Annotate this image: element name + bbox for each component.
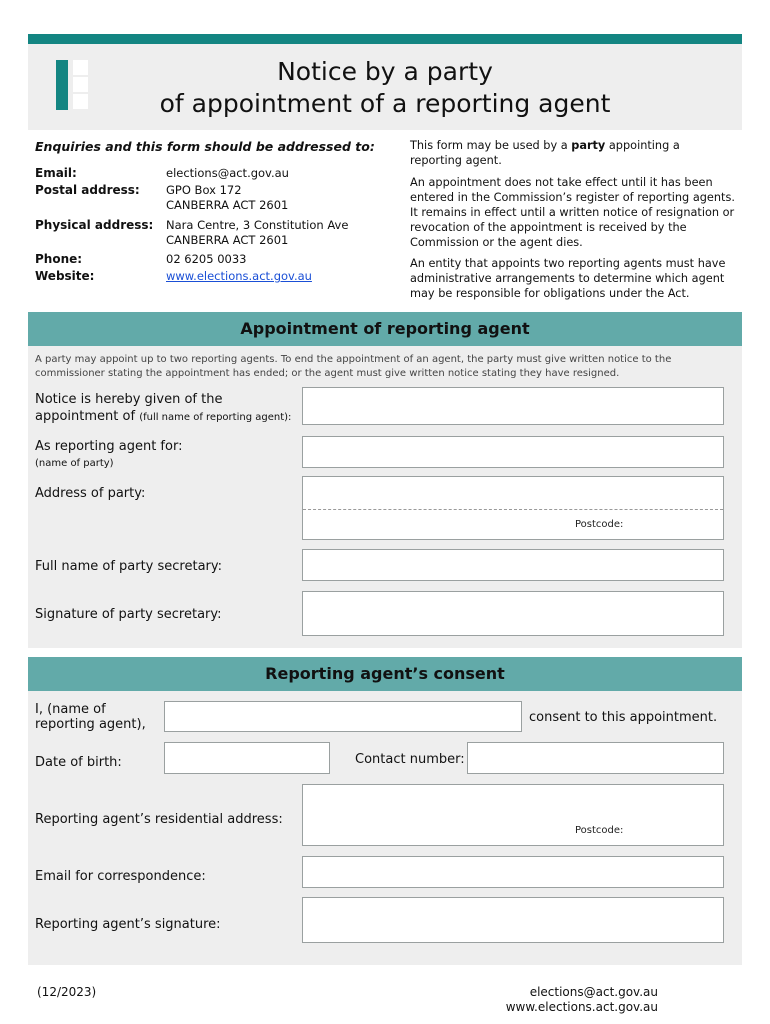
info-paragraph-1: This form may be used by a party appointing a reporting agent. xyxy=(410,139,680,167)
agent-signature-label: Reporting agent’s signature: xyxy=(35,917,221,932)
correspondence-email-label: Email for correspondence: xyxy=(35,869,206,884)
secretary-signature-field[interactable] xyxy=(302,591,724,636)
secretary-name-field[interactable] xyxy=(302,549,724,581)
email-label: Email: xyxy=(35,166,77,180)
footer-contact xyxy=(470,985,658,1015)
info-paragraph-3: An entity that appoints two reporting agents must have administrative arrangements to determine which agent may be responsible for obligations under the Act. xyxy=(410,257,726,300)
page-title xyxy=(28,56,742,120)
email-value: elections@act.gov.au xyxy=(166,166,289,180)
postal-label: Postal address: xyxy=(35,183,140,197)
title-line-1: Notice by a party xyxy=(277,57,493,86)
form-version-date: (12/2023) xyxy=(37,985,97,999)
residential-postcode-label: Postcode: xyxy=(575,825,624,836)
dob-field[interactable] xyxy=(164,742,330,774)
website-link[interactable]: www.elections.act.gov.au xyxy=(166,269,312,283)
contact-number-label: Contact number: xyxy=(355,752,465,767)
agent-full-name-field[interactable] xyxy=(302,387,724,425)
postal-line-1: GPO Box 172 xyxy=(166,183,242,197)
appointment-section-header xyxy=(28,312,742,346)
top-accent-bar xyxy=(28,34,742,44)
party-address-label: Address of party: xyxy=(35,486,146,501)
header-banner xyxy=(28,44,742,130)
title-line-2: of appointment of a reporting agent xyxy=(159,89,611,118)
party-name-field[interactable] xyxy=(302,436,724,468)
dob-label: Date of birth: xyxy=(35,755,122,770)
info-paragraph-2: An appointment does not take effect until it has been entered in the Commission’s register of reporting agents. It remains in effect until a written notice of resignation or revocation of the appointment is received by the Commission or the agent dies. xyxy=(410,176,735,249)
website-label: Website: xyxy=(35,269,95,283)
agent-name-label: I, (name of reporting agent), xyxy=(35,702,146,732)
enquiries-heading: Enquiries and this form should be addressed to: xyxy=(35,139,375,154)
phone-value: 02 6205 0033 xyxy=(166,252,247,266)
consent-section-header xyxy=(28,657,742,691)
postal-line-2: CANBERRA ACT 2601 xyxy=(166,198,289,212)
agent-name-field[interactable] xyxy=(164,701,522,732)
secretary-signature-label: Signature of party secretary: xyxy=(35,607,222,622)
residential-address-field[interactable] xyxy=(302,784,724,846)
notice-label: Notice is hereby given of the appointment of (full name of reporting agent): xyxy=(35,392,292,424)
footer-email: elections@act.gov.au xyxy=(529,985,658,999)
party-postcode-label: Postcode: xyxy=(575,519,624,530)
secretary-name-label: Full name of party secretary: xyxy=(35,559,223,574)
correspondence-email-field[interactable] xyxy=(302,856,724,888)
consent-section-title: Reporting agent’s consent xyxy=(265,664,505,683)
residential-address-label: Reporting agent’s residential address: xyxy=(35,812,283,827)
physical-line-1: Nara Centre, 3 Constitution Ave xyxy=(166,218,349,232)
footer-website: www.elections.act.gov.au xyxy=(505,1000,658,1014)
consent-statement: consent to this appointment. xyxy=(529,710,718,725)
contact-number-field[interactable] xyxy=(467,742,724,774)
party-address-field[interactable] xyxy=(302,476,724,540)
address-divider xyxy=(303,509,723,510)
agent-for-label: As reporting agent for: (name of party) xyxy=(35,439,183,469)
appointment-note: A party may appoint up to two reporting agents. To end the appointment of an agent, the party must give written notice to the commissioner stating the appointment has ended; or the agent must give written notice stating they have resigned. xyxy=(35,354,672,379)
physical-label: Physical address: xyxy=(35,218,154,232)
phone-label: Phone: xyxy=(35,252,83,266)
appointment-section-title: Appointment of reporting agent xyxy=(240,319,530,338)
agent-signature-field[interactable] xyxy=(302,897,724,943)
physical-line-2: CANBERRA ACT 2601 xyxy=(166,233,289,247)
